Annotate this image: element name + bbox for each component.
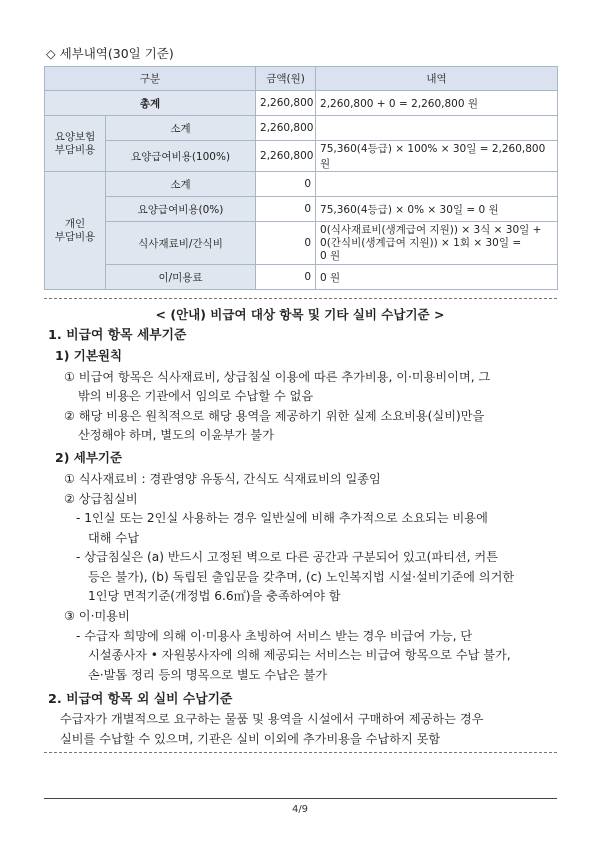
heading-section-1: 1. 비급여 항목 세부기준 [48, 328, 187, 343]
header-category: 구분 [45, 67, 256, 91]
paragraph-line: 등은 불가), (b) 독립된 출입문을 갖추며, (c) 노인복지법 시설·설비기준에 의거한 [88, 570, 515, 584]
group-label-line: 요양보험 [54, 130, 96, 143]
group-label-insurance [45, 116, 106, 172]
section-title: ◇ 세부내역(30일 기준) [46, 46, 174, 61]
paragraph-line: - 상급침실은 (a) 반드시 고정된 벽으로 다른 공간과 구분되어 있고(파티션, 커튼 [76, 550, 498, 564]
detail-line: 0(식사재료비(생계급여 지원)) × 3식 × 30일 + [320, 223, 542, 236]
paragraph-line: - 수급자 희망에 의해 이·미용사 초빙하여 서비스 받는 경우 비급여 가능, 단 [76, 629, 473, 643]
paragraph-line: ② 상급침실비 [64, 492, 138, 506]
row-amount: 2,260,800 [256, 116, 316, 141]
footer-rule [44, 798, 557, 799]
paragraph-line: 밖의 비용은 기관에서 임의로 수납할 수 없음 [78, 389, 314, 403]
heading-detail-criteria: 2) 세부기준 [55, 450, 123, 465]
page-number: 4/9 [291, 804, 309, 815]
detail-line: 0 원 [320, 249, 341, 262]
paragraph-line: ③ 이·미용비 [64, 609, 130, 623]
table-row-total [45, 91, 558, 116]
table-row [45, 265, 558, 290]
total-label: 총계 [45, 91, 256, 116]
group-label-line: 부담비용 [54, 230, 96, 243]
row-label: 요양급여비용(100%) [106, 141, 256, 172]
row-amount: 0 [256, 172, 316, 197]
table-row [45, 116, 558, 141]
row-amount: 0 [256, 222, 316, 265]
group-label-line: 부담비용 [54, 143, 96, 156]
paragraph-line: 손·발톱 정리 등의 명목으로 별도 수납은 불가 [88, 668, 328, 682]
notice-top-divider [44, 298, 557, 299]
row-label: 이/미용료 [106, 265, 256, 290]
row-amount: 0 [256, 197, 316, 222]
table-row [45, 197, 558, 222]
paragraph-line: 산정해야 하며, 별도의 이윤부가 불가 [78, 428, 274, 442]
paragraph-line: 실비를 수납할 수 있으며, 기관은 실비 이외에 추가비용을 수납하지 못함 [60, 732, 441, 746]
paragraph-line: ② 해당 비용은 원칙적으로 해당 용역을 제공하기 위한 실제 소요비용(실비)만을 [64, 409, 485, 423]
row-label: 소계 [106, 172, 256, 197]
row-detail: 75,360(4등급) × 0% × 30일 = 0 원 [316, 197, 558, 222]
notice-title: < (안내) 비급여 대상 항목 및 기타 실비 수납기준 > [155, 307, 445, 322]
total-detail: 2,260,800 + 0 = 2,260,800 원 [316, 91, 558, 116]
paragraph-line: 시설종사자 • 자원봉사자에 의해 제공되는 서비스는 비급여 항목으로 수납 불가, [88, 648, 511, 662]
row-detail [316, 172, 558, 197]
group-label-personal [45, 172, 106, 290]
heading-section-2: 2. 비급여 항목 외 실비 수납기준 [48, 692, 233, 707]
row-detail [316, 116, 558, 141]
row-amount: 0 [256, 265, 316, 290]
notice-bottom-divider [44, 752, 557, 753]
row-detail: 0 원 [316, 265, 558, 290]
table-row [45, 141, 558, 172]
paragraph-line: 1인당 면적기준(개정법 6.6㎡)을 충족하여야 함 [88, 589, 341, 603]
row-label: 요양급여비용(0%) [106, 197, 256, 222]
paragraph-line: 대해 수납 [88, 531, 139, 545]
row-detail-multiline [316, 222, 558, 265]
paragraph-line: 수급자가 개별적으로 요구하는 물품 및 용역을 시설에서 구매하여 제공하는 경우 [60, 712, 484, 726]
row-label: 식사재료비/간식비 [106, 222, 256, 265]
detail-line: 0(간식비(생계급여 지원)) × 1회 × 30일 = [320, 236, 522, 249]
header-amount: 금액(원) [256, 67, 316, 91]
table-row [45, 172, 558, 197]
heading-basic-principle: 1) 기본원칙 [55, 348, 123, 363]
paragraph-line: ① 비급여 항목은 식사재료비, 상급침실 이용에 따른 추가비용, 이·미용비이며, 그 [64, 370, 491, 384]
table-header-row [45, 67, 558, 91]
paragraph-line: - 1인실 또는 2인실 사용하는 경우 일반실에 비해 추가적으로 소요되는 비용에 [76, 511, 488, 525]
table-row [45, 222, 558, 265]
row-label: 소계 [106, 116, 256, 141]
paragraph-line: ① 식사재료비 : 경관영양 유동식, 간식도 식재료비의 일종임 [64, 472, 381, 486]
row-detail: 75,360(4등급) × 100% × 30일 = 2,260,800 원 [316, 141, 558, 172]
cost-detail-table [44, 66, 558, 290]
row-amount: 2,260,800 [256, 141, 316, 172]
group-label-line: 개인 [64, 217, 86, 230]
header-detail: 내역 [316, 67, 558, 91]
total-amount: 2,260,800 [256, 91, 316, 116]
